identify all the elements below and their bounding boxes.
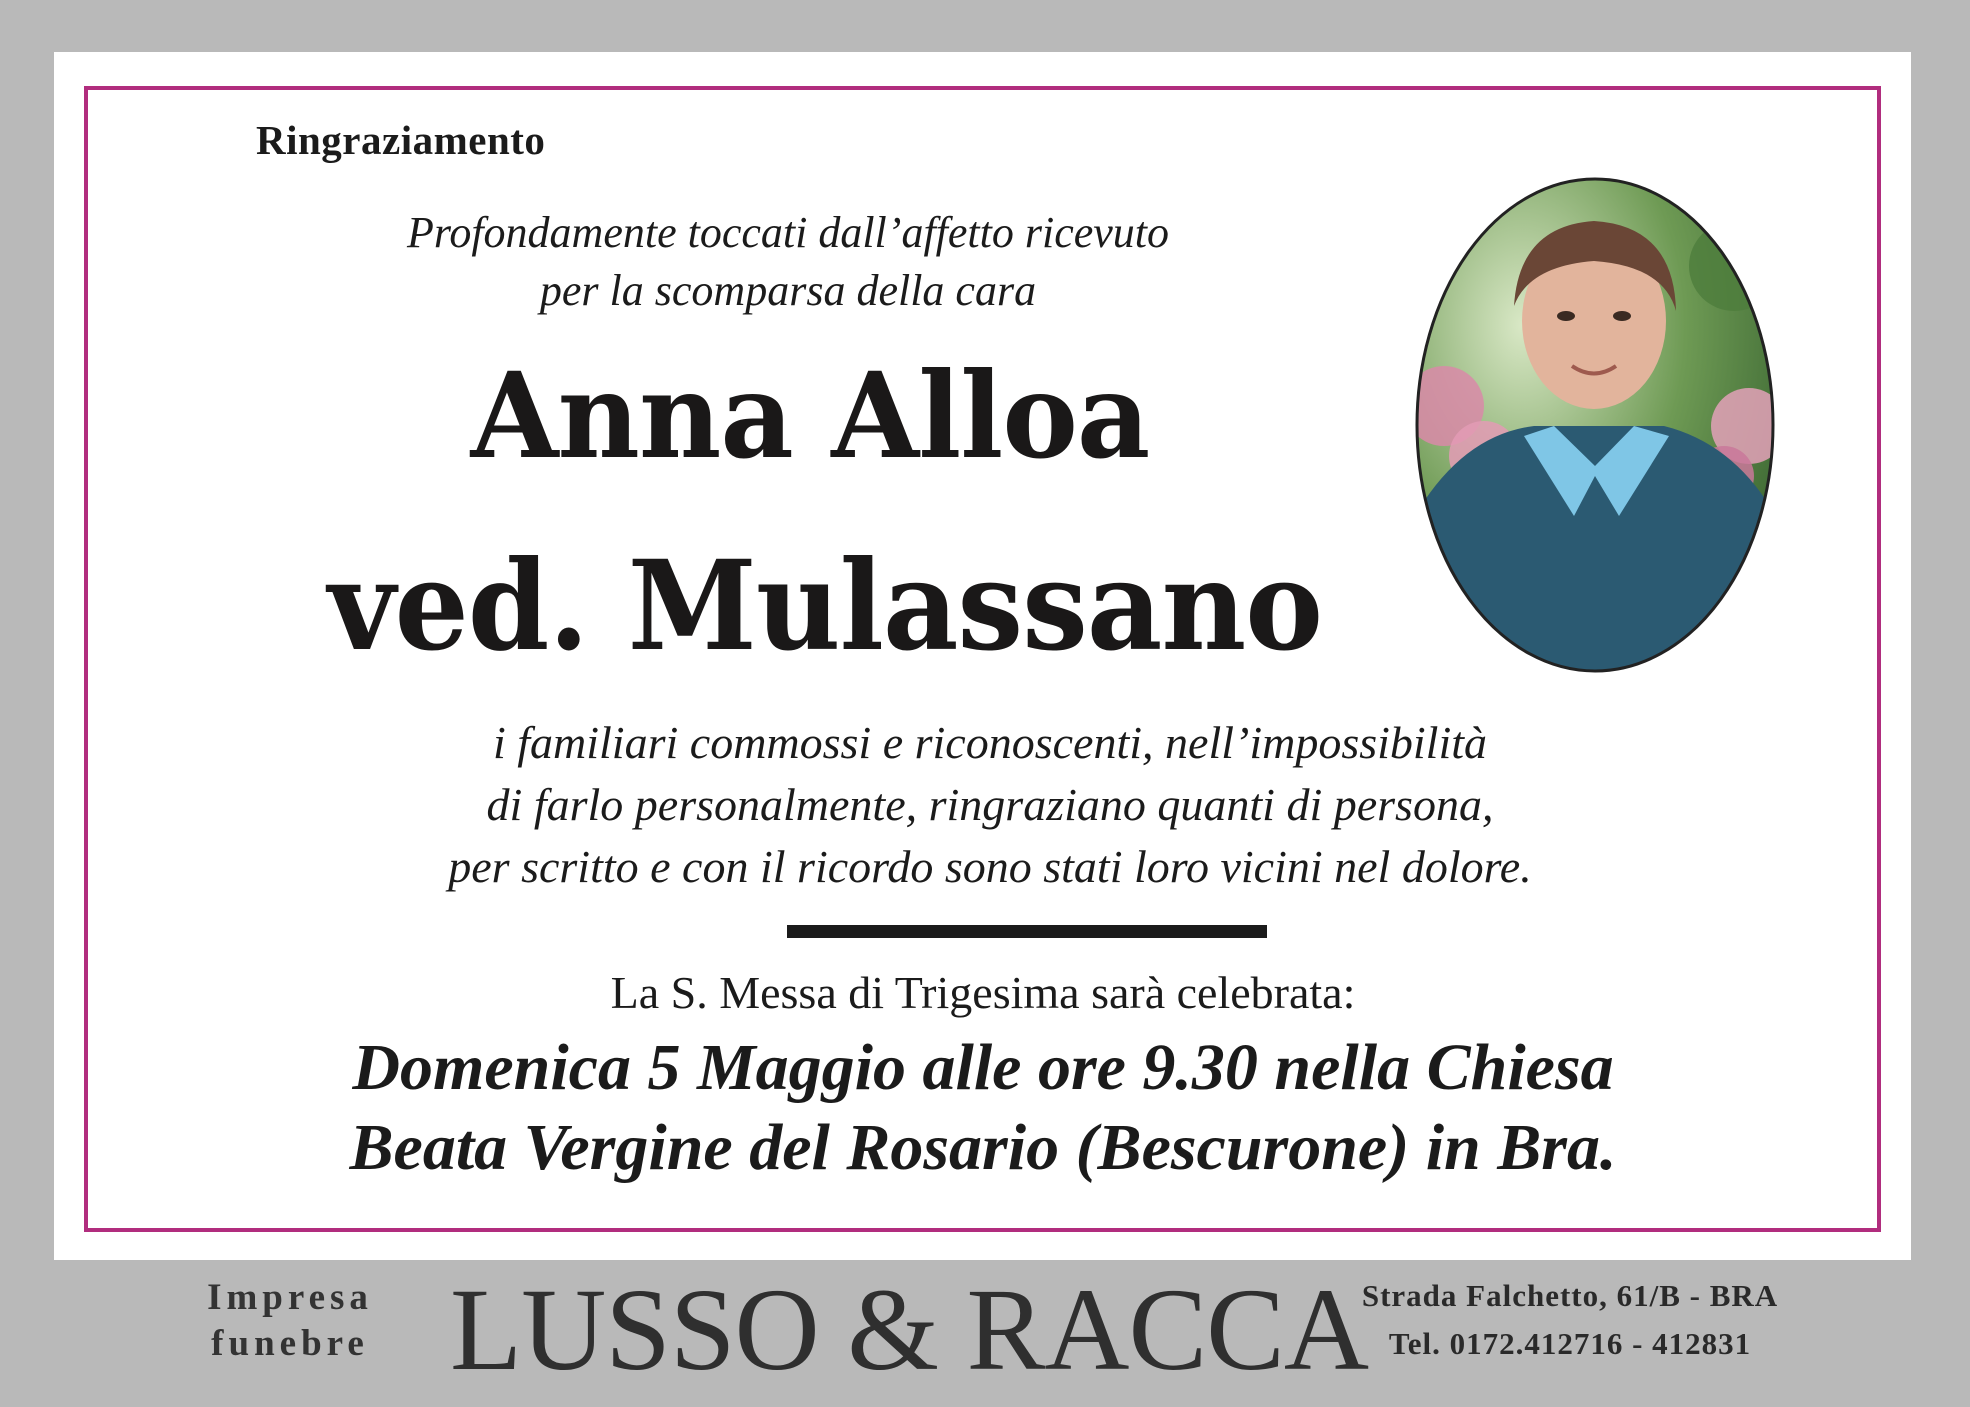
funeral-home-brand: LUSSO & RACCA	[450, 1264, 1369, 1395]
footer-label-line-1: Impresa	[207, 1277, 373, 1318]
footer-phone: Tel. 0172.412716 - 412831	[1388, 1326, 1752, 1361]
mass-detail-line-2: Beata Vergine del Rosario (Bescurone) in Bra.	[349, 1111, 1617, 1184]
deceased-name: Anna Alloa	[470, 346, 1150, 485]
deceased-married-name: ved. Mulassano	[327, 534, 1323, 679]
section-divider	[787, 925, 1267, 938]
portrait-photo	[1414, 176, 1776, 674]
intro-line-2: per la scomparsa della cara	[539, 266, 1037, 315]
mass-intro: La S. Messa di Trigesima sarà celebrata:	[610, 967, 1356, 1018]
intro-line-1: Profondamente toccati dall’affetto ricevuto	[406, 208, 1170, 257]
footer-address: Strada Falchetto, 61/B - BRA	[1361, 1278, 1779, 1313]
mass-detail-line-1: Domenica 5 Maggio alle ore 9.30 nella Chiesa	[352, 1031, 1614, 1104]
body-line-3: per scritto e con il ricordo sono stati loro vicini nel dolore.	[448, 841, 1532, 892]
footer-label-line-2: funebre	[211, 1323, 369, 1364]
body-line-2: di farlo personalmente, ringraziano quanti di persona,	[486, 779, 1494, 830]
body-line-1: i familiari commossi e riconoscenti, nell’impossibilità	[492, 717, 1488, 768]
notice-heading: Ringraziamento	[256, 117, 546, 163]
